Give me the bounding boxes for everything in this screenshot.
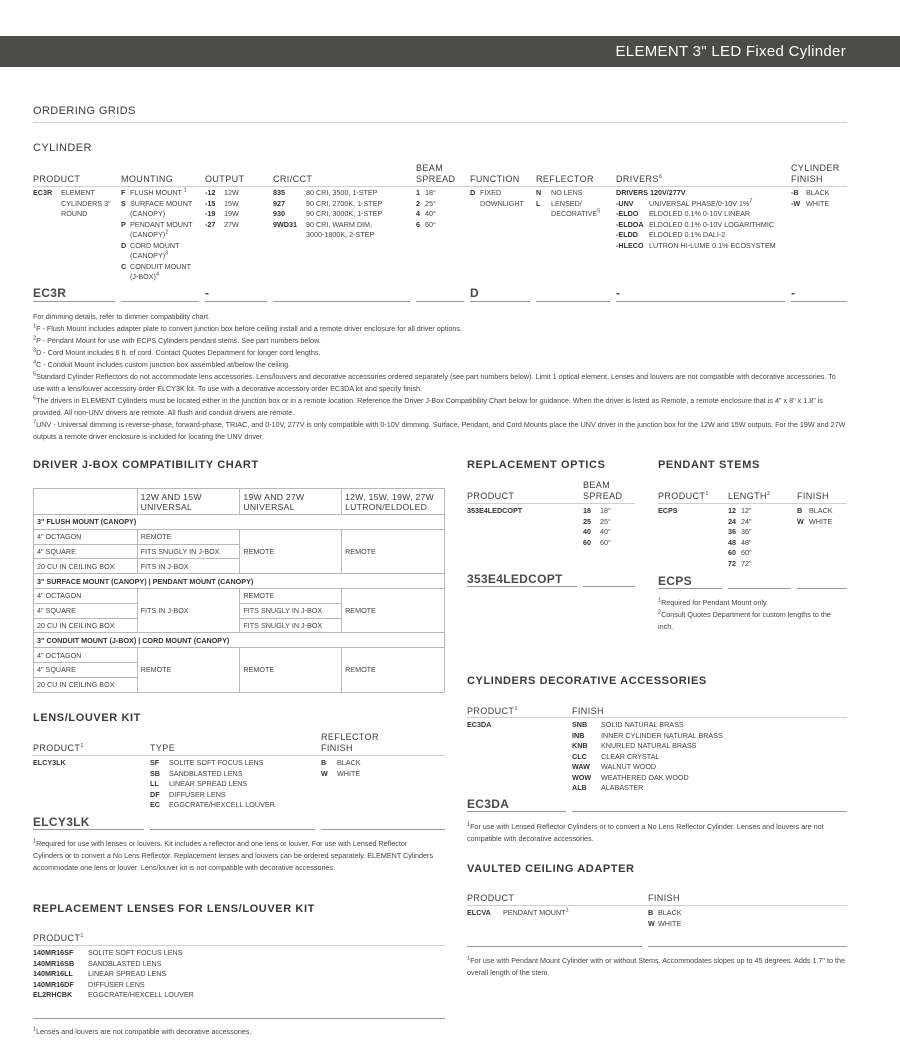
order-blank [658, 588, 722, 589]
header-banner [0, 36, 900, 67]
lens-kit-types: SF SOLITE SOFT FOCUS LENS SB SANDBLASTED LENS LL LINEAR SPREAD LENS DF DIFFUSER LENS EC EGGCRATE/HEXCELL LOUVER [150, 758, 275, 809]
col-header-product: PRODUCT$^1$ [33, 933, 84, 943]
order-blank [797, 588, 847, 589]
col-header-cri-cct: CRI/CCT [273, 174, 313, 184]
jbox-row-label: 4" OCTAGON [34, 529, 138, 544]
section-title-lens-kit: LENS/LOUVER KIT [33, 712, 142, 724]
divider [658, 503, 847, 504]
section-title-ordering: ORDERING GRIDS [33, 105, 136, 117]
col-header-mounting: MOUNTING [121, 174, 174, 184]
order-blank [728, 588, 791, 589]
driver-options: DRIVERS 120V/277V -UNV UNIVERSAL PHASE/0-10V 1%$^7$ -ELDO ELDOLED 0.1% 0-10V LINEAR -ELDOA ELDOLED 0.1% 0-10V LOGARITHMIC -ELDD ELDOLED 0.1% DALI-2 -HLECO LUTRON HI-LUME 0.1% ECOSYSTEM [616, 188, 776, 250]
section-title-decorative: CYLINDERS DECORATIVE ACCESSORIES [467, 675, 707, 687]
order-blank [416, 301, 464, 302]
mounting-option-p: P PENDANT MOUNT (CANOPY)$^2$ [121, 219, 193, 239]
order-blank [321, 829, 445, 830]
order-blank [33, 829, 144, 830]
order-code-decor: EC3DA [467, 797, 510, 811]
section-title-jbox: DRIVER J-BOX COMPATIBILITY CHART [33, 459, 259, 471]
jbox-group-title: 3" FLUSH MOUNT (CANOPY) [34, 515, 445, 530]
decor-product: EC3DA [467, 720, 492, 729]
col-header-beam-spread: BEAM SPREAD [416, 163, 456, 184]
order-code-lens-kit: ELCY3LK [33, 815, 90, 829]
ordering-footnotes: For dimming details, refer to dimmer compatibility chart. $^1$F - Flush Mount includes adapter plate to convert junction box before ceiling install and a remote driver enclosure for all driver options. $^2$P - Pendant Mount for use with ECPS Cylinders pendant stems. See part numbers below. $^3$D - Cord Mount includes 6 ft. of cord. Contact Quotes Department for longer cord lengths. $^4$C - Conduit Mount includes custom junction box assembled at/below the ceiling. $^5$Standard Cylinder Reflectors do not accommodate lens accessories. Lens/louvers and decorative accessories ordered separately (see part numbers below). Limit 1 optical element. Lenses and louvers are not compatible with decorative accessories. To use with a lens/louver accessory order ELCY3K kit. To use with a decorative accessory order EC3DA kit and specify finish. $^6$The drivers in ELEMENT Cylinders must be located either in the junction box or in a remote location. Reference the Driver J-Box Compatibility Chart below for guidance. When the driver is listed as Remote, a remote enclosure that is 4" x 8" x 1.8" is provided. All non-UNV drivers are remote. All flush and conduit drivers are remote. $^7$UNV - Universal dimming is reverse-phase, forward-phase, TRIAC, and 0-10V, 277V is only compatible with 0-10V dimming. Surface, Pendant, and Cord Mounts place the UNV driver in the junction box for the 12W and 15W outputs. For the 19W and 27W outputs a remote driver enclosure is included for locating the UNV driver. [33, 312, 846, 441]
reflector-options: N NO LENS L LENSED/ DECORATIVE$^5$ [536, 188, 601, 218]
order-blank [273, 301, 410, 302]
col-header-drivers: DRIVERS$^6$ [616, 174, 663, 184]
jbox-col-header: 12W, 15W, 19W, 27W LUTRON/ELDOLED [342, 489, 445, 515]
order-blank [536, 301, 610, 302]
replacement-lens-note: $^1$Lenses and louvers are not compatible with decorative accessories. [33, 1026, 252, 1036]
section-title-replacement-lenses: REPLACEMENT LENSES FOR LENS/LOUVER KIT [33, 903, 315, 915]
divider [33, 186, 847, 187]
stems-product: ECPS [658, 506, 678, 515]
col-header-beam-spread: BEAM SPREAD [583, 480, 623, 501]
mounting-options [121, 188, 193, 283]
col-header-reflector-finish: REFLECTOR FINISH [321, 732, 379, 753]
jbox-group-title: 3" SURFACE MOUNT (CANOPY) | PENDANT MOUNT (CANOPY) [34, 574, 445, 589]
col-header-product: PRODUCT$^1$ [658, 491, 709, 501]
jbox-row-label: 4" SQUARE [34, 662, 138, 677]
decor-note: $^1$For use with Lensed Reflector Cylinders or to convert a No Lens Reflector Cylinder. Lenses and louvers are not compatible with decorative accessories. [467, 821, 824, 843]
divider [33, 122, 847, 123]
col-header-finish: FINISH [648, 893, 680, 903]
lens-kit-finishes: B BLACK W WHITE [321, 758, 361, 778]
col-header-reflector: REFLECTOR [536, 174, 594, 184]
order-blank [467, 586, 577, 587]
mounting-option-d: D CORD MOUNT (CANOPY)$^3$ [121, 240, 180, 260]
order-blank [467, 811, 566, 812]
optics-product: 353E4LEDCOPT [467, 506, 523, 515]
optics-beams: 18 18° 25 25° 40 40° 60 60° [583, 506, 611, 547]
section-title-optics: REPLACEMENT OPTICS [467, 459, 606, 471]
order-code-function: D [470, 286, 479, 300]
order-blank [33, 301, 115, 302]
beam-options: 1 18° 2 25° 4 40° 6 60° [416, 188, 436, 229]
order-code-product: EC3R [33, 286, 67, 300]
col-header-output: OUTPUT [205, 174, 245, 184]
jbox-col-header: 12W AND 15W UNIVERSAL [137, 489, 240, 515]
jbox-row-label: 4" OCTAGON [34, 648, 138, 663]
stems-lengths: 12 12" 24 24" 36 36" 48 48" 60 60" 72 72" [728, 506, 752, 568]
order-code-output: - [205, 286, 210, 300]
order-blank [616, 301, 785, 302]
vaulted-finishes: B BLACK W WHITE [648, 908, 682, 928]
page-title: ELEMENT 3" LED Fixed Cylinder [615, 43, 846, 60]
section-title-vaulted: VAULTED CEILING ADAPTER [467, 863, 635, 875]
lens-kit-product: ELCY3LK [33, 758, 66, 767]
mounting-option-s: S SURFACE MOUNT (CANOPY) [121, 198, 193, 218]
mounting-option-c: C CONDUIT MOUNT $(J-BOX)^4$ [121, 261, 191, 281]
jbox-row-label: 20 CU IN CEILING BOX [34, 677, 138, 692]
order-code-drivers: - [616, 286, 621, 300]
order-code-stems: ECPS [658, 574, 692, 588]
col-header-finish: FINISH [797, 491, 829, 501]
jbox-row-label: 4" SQUARE [34, 544, 138, 559]
order-blank [470, 301, 530, 302]
jbox-compatibility-table: 12W AND 15W UNIVERSAL 19W AND 27W UNIVERSAL 12W, 15W, 19W, 27W LUTRON/ELDOLED 3" FLUSH MOUNT (CANOPY) 4" OCTAGON REMOTE REMOTE REMOTE 4" SQUARE FITS SNUGLY IN J-BOX 20 CU IN CEILING BOX FITS IN J-BOX 3" SURFACE MOUNT (CANOPY) | PENDANT MOUNT (CANOPY) 4" OCTAGON FITS IN J-BOX REMOTE REMOTE 4" SQUARE FITS SNUGLY IN J-BOX 20 CU IN CEILING BOX FITS SNUGLY IN J-BOX 3" CONDUIT MOUNT (J-BOX) | CORD MOUNT (CANOPY) 4" OCTAGON REMOTE REMOTE REMOTE 4" SQUARE 20 CU IN CEILING BOX [33, 488, 445, 693]
col-header-cylinder-finish: CYLINDER FINISH [791, 163, 840, 184]
cri-cct-options: 835 80 CRI, 3500, 1-STEP 927 90 CRI, 2700K, 1-STEP 930 90 CRI, 3000K, 1-STEP 9WD31 90 CRI, WARM DIM, 3000-1800K, 2-STEP [273, 188, 383, 239]
subsection-title-cylinder: CYLINDER [33, 142, 92, 154]
col-header-product: PRODUCT [467, 491, 515, 501]
lens-kit-note: $^1$Required for use with lenses or louvers. Kit includes a reflector and one lens or louver. For use with Lensed Reflector Cylinders or to convert a No Lens Reflector. Replacement lenses and louvers can be ordered separately. ELEMENT Cylinders accommodate one lens or louver. Lens/louver kit is not compatible with decorative accessories. [33, 838, 434, 872]
replacement-lens-list: 140MR16SF SOLITE SOFT FOCUS LENS 140MR16SB SANDBLASTED LENS 140MR16LL LINEAR SPREAD LENS 140MR16DF DIFFUSER LENS EL2RHCBK EGGCRATE/HEXCELL LOUVER [33, 948, 194, 999]
divider [467, 503, 635, 504]
product-option: EC3R ELEMENT CYLINDERS 3" ROUND [33, 188, 111, 218]
divider [467, 717, 847, 718]
decor-finishes: SNB SOLID NATURAL BRASS INB INNER CYLINDER NATURAL BRASS KNB KNURLED NATURAL BRASS CLC CLEAR CRYSTAL WAW WALNUT WOOD WOW WEATHERED OAK WOOD ALB ALABASTER [572, 720, 723, 792]
jbox-col-header: 19W AND 27W UNIVERSAL [240, 489, 342, 515]
divider [33, 945, 445, 946]
stems-notes: $^1$Required for Pendant Mount only. $^2$Consult Quotes Department for custom lengths to the inch. [658, 597, 831, 631]
vaulted-product: ELCVA PENDANT MOUNT$^1$ [467, 907, 569, 917]
order-blank [33, 1018, 445, 1019]
order-blank [648, 946, 847, 947]
order-blank [121, 301, 199, 302]
jbox-row-label: 4" OCTAGON [34, 588, 138, 603]
order-blank [572, 811, 847, 812]
col-header-type: TYPE [150, 743, 176, 753]
col-header-product: PRODUCT$^1$ [467, 706, 518, 716]
jbox-row-label: 20 CU IN CEILING BOX [34, 559, 138, 574]
col-header-product: PRODUCT [33, 174, 81, 184]
order-blank [467, 946, 642, 947]
col-header-product: PRODUCT$^1$ [33, 743, 84, 753]
order-blank [791, 301, 847, 302]
output-options: -12 12W -15 15W -19 19W -27 27W [205, 188, 239, 229]
vaulted-note: $^1$For use with Pendant Mount Cylinder with or without Stems. Accommodates slopes up to 45 degrees. Adds 1.7" to the overall length of the stem. [467, 955, 845, 977]
col-header-function: FUNCTION [470, 174, 520, 184]
col-header-finish: FINISH [572, 706, 604, 716]
divider [33, 755, 445, 756]
order-blank [150, 829, 315, 830]
col-header-length: LENGTH$^2$ [728, 491, 771, 501]
jbox-row-label: 4" SQUARE [34, 603, 138, 618]
order-blank [205, 301, 267, 302]
jbox-row-label: 20 CU IN CEILING BOX [34, 618, 138, 633]
section-title-stems: PENDANT STEMS [658, 459, 760, 471]
order-code-optics: 353E4LEDCOPT [467, 572, 563, 586]
divider [467, 905, 847, 906]
order-blank [583, 586, 635, 587]
stems-finishes: B BLACK W WHITE [797, 506, 833, 526]
jbox-group-title: 3" CONDUIT MOUNT (J-BOX) | CORD MOUNT (CANOPY) [34, 633, 445, 648]
finish-options: -B BLACK -W WHITE [791, 188, 830, 208]
order-code-finish: - [791, 286, 796, 300]
mounting-option-f: F FLUSH MOUNT $^1$ [121, 187, 187, 197]
col-header-product: PRODUCT [467, 893, 515, 903]
function-options: D FIXED DOWNLIGHT [470, 188, 524, 208]
